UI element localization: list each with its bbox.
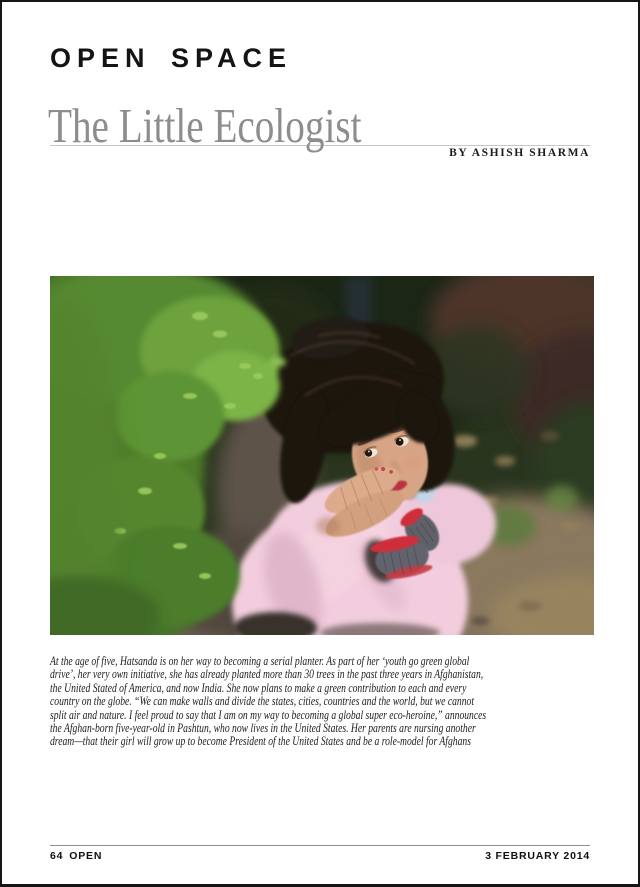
body-line: drive’, her very own initiative, she has already planted more than 30 trees in the past three years in Afghanistan, [50, 667, 484, 682]
magazine-name: OPEN [69, 850, 103, 862]
body-line: country on the globe. “We can make walls and divide the states, cities, countries and the world, but we cannot [50, 694, 475, 709]
footer [50, 850, 590, 862]
section-label: OPEN SPACE [50, 43, 293, 73]
body-line: the Afghan-born five-year-old in Pashtun, who now lives in the United States. Her parents are nursing another [50, 721, 476, 736]
body-line: At the age of five, Hatsanda is on her way to becoming a serial planter. As part of her ‘youth go green global [50, 654, 470, 668]
footer-rule [50, 845, 590, 846]
page-title: The Little Ecologist [48, 98, 362, 153]
byline: BY ASHISH SHARMA [449, 147, 590, 159]
article-intro [50, 655, 510, 755]
body-line: split air and nature. I feel proud to say that I am on my way to becoming a global super eco-heroine,” announces [50, 707, 487, 722]
body-line: the United Stated of America, and now India. She now plans to make a green contribution to each and every [50, 680, 467, 695]
page-number: 64 [50, 850, 64, 862]
article-photo [50, 276, 594, 635]
body-line: dream—that their girl will grow up to become President of the United States and be a role-model for Afghans [50, 734, 471, 749]
issue-date: 3 FEBRUARY 2014 [485, 850, 590, 862]
